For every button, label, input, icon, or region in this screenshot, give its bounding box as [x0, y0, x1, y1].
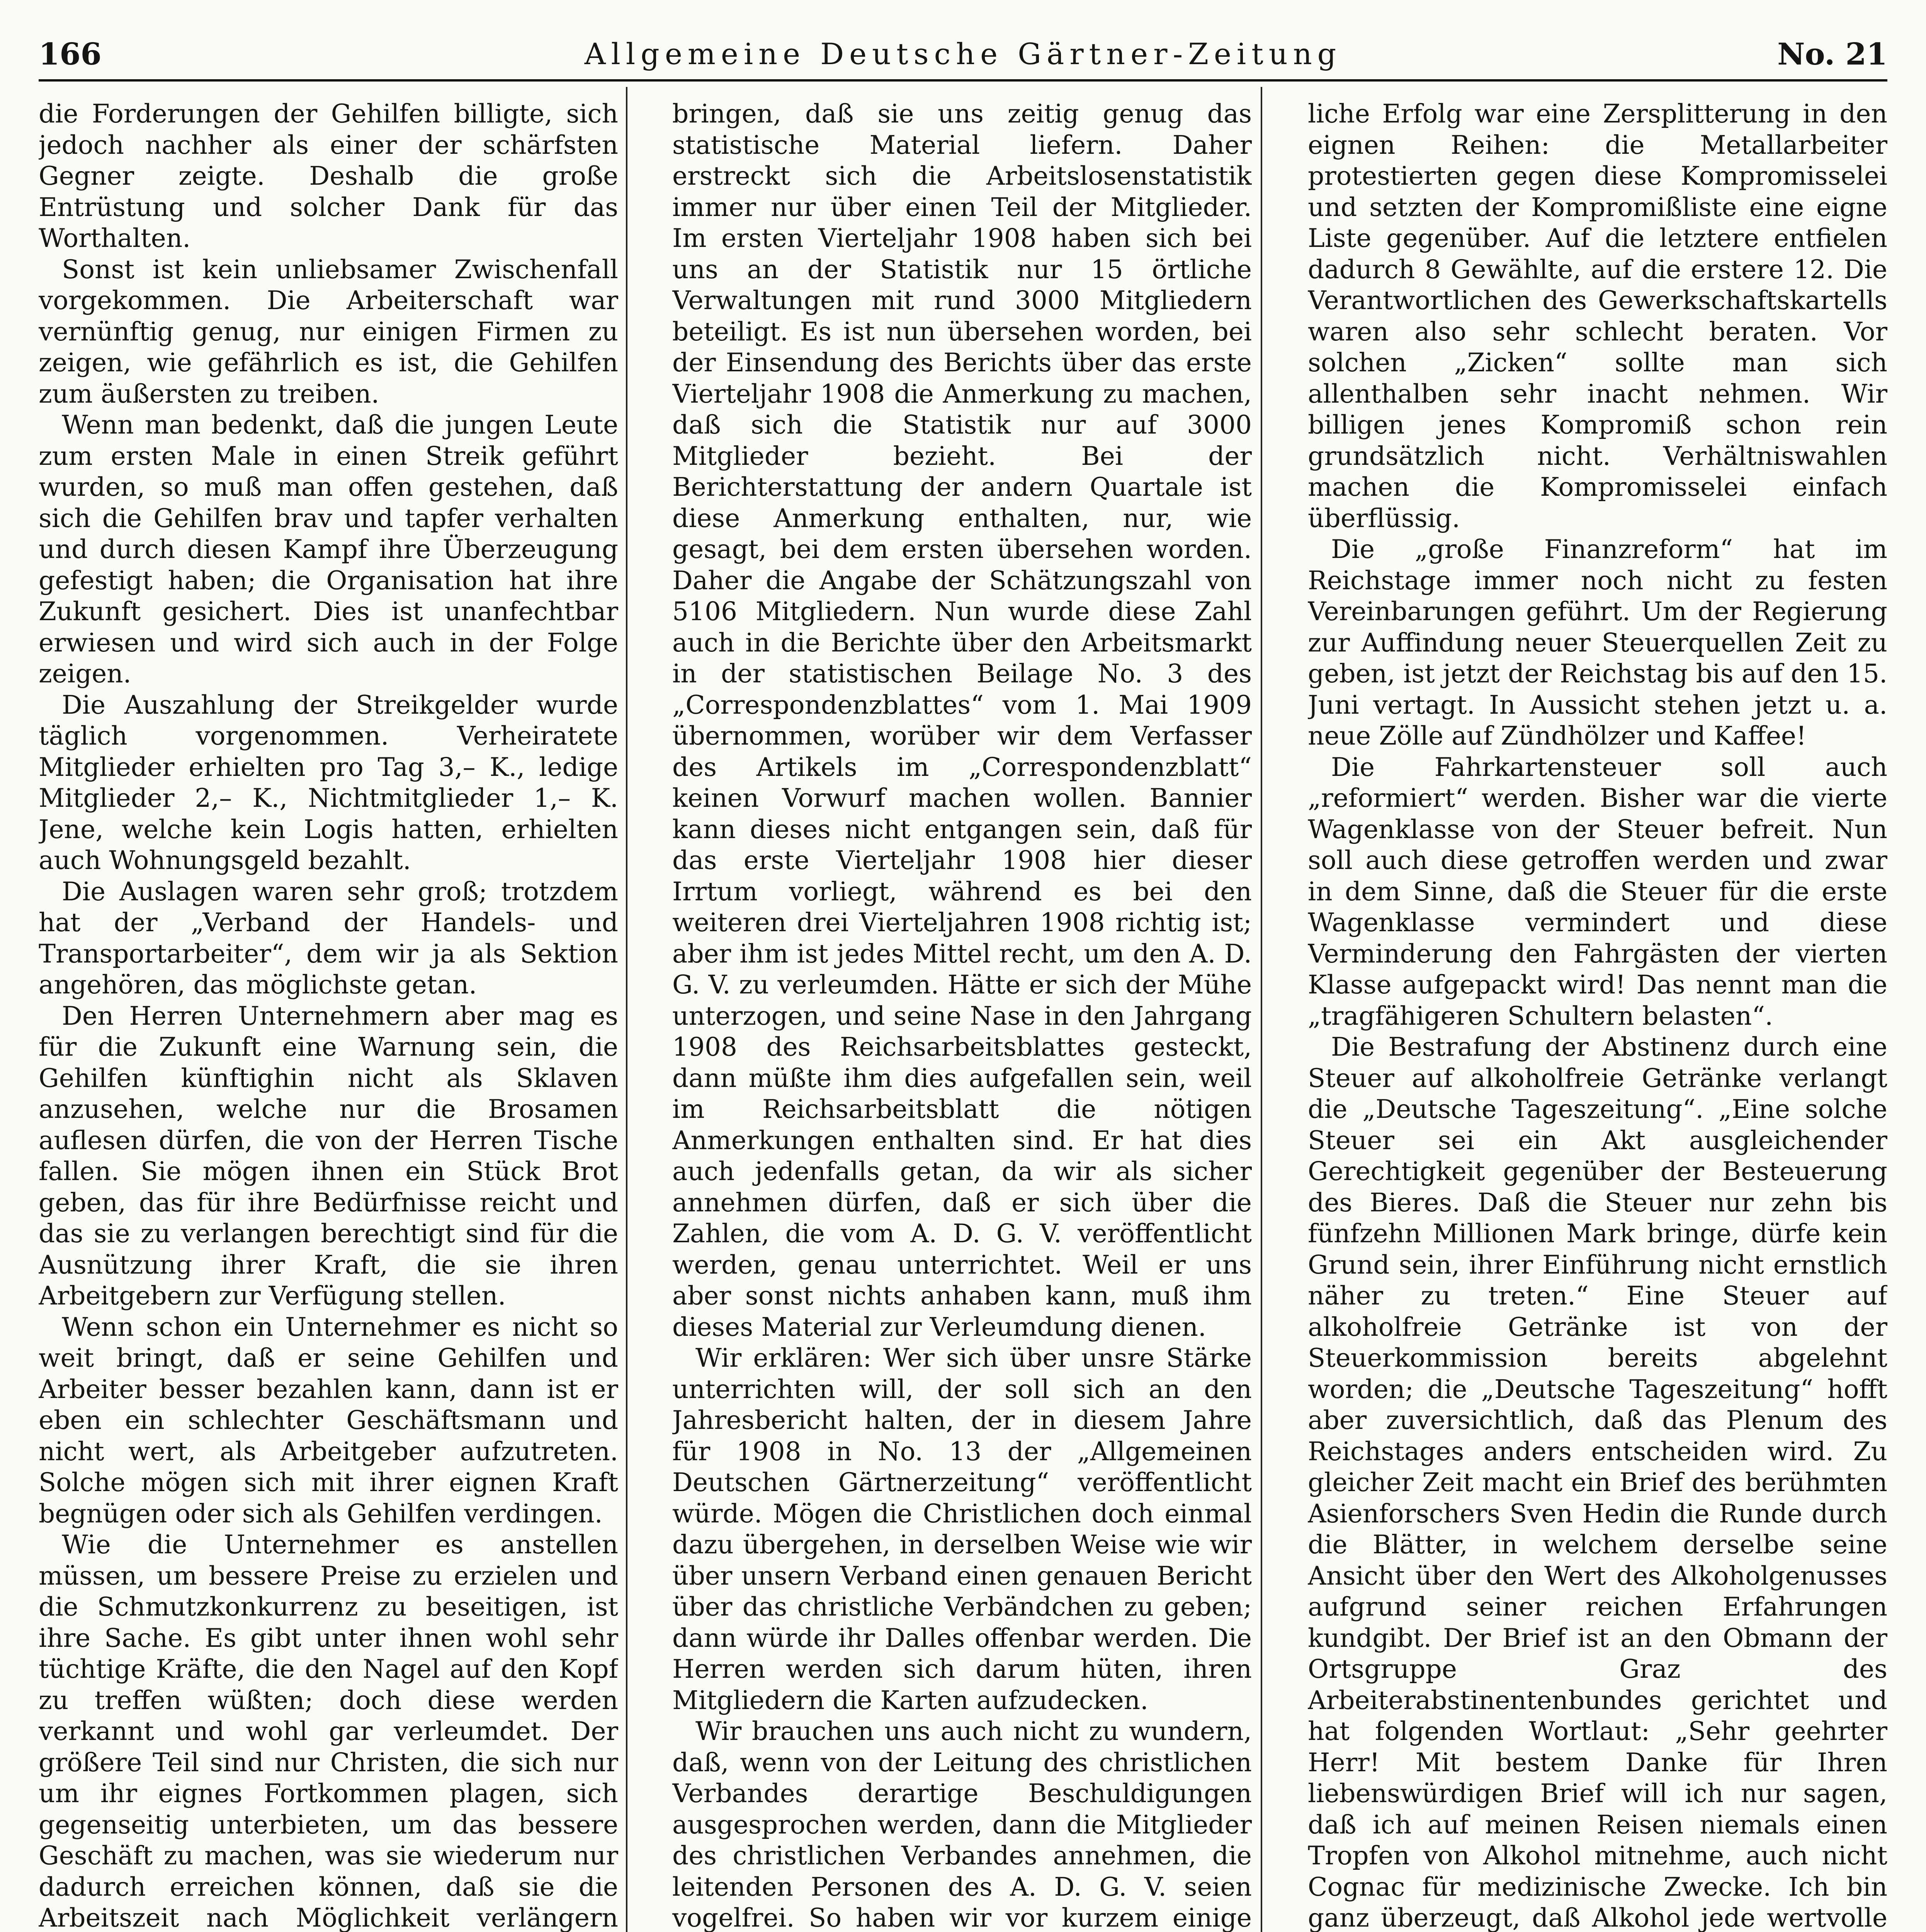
paragraph: Wenn man bedenkt, daß die jungen Leute zum ersten Male in einen Streik geführt wurden, so muß man offen gestehen, daß sich die Gehilfen brav und tapfer verhalten und durch diesen Kampf ihre Überzeugung gefestigt haben; die Organisation hat ihre Zukunft gesichert. Dies ist unanfechtbar erwiesen und wird sich auch in der Folge zeigen. [39, 410, 618, 689]
paragraph: Den Herren Unternehmern aber mag es für die Zukunft eine Warnung sein, die Gehilfen künftighin nicht als Sklaven anzusehen, welche nur die Brosamen auflesen dürfen, die von der Herren Tische fallen. Sie mögen ihnen ein Stück Brot geben, das für ihre Bedürfnisse reicht und das sie zu verlangen berechtigt sind für die Ausnützung ihrer Kraft, die sie ihren Arbeitgebern zur Verfügung stellen. [39, 1001, 618, 1311]
issue-number: No. 21 [1777, 37, 1887, 72]
column-3 [1308, 99, 1887, 1932]
paragraph: Wie die Unternehmer es anstellen müssen, um bessere Preise zu erzielen und die Schmutzkonkurrenz zu beseitigen, ist ihre Sache. Es gibt unter ihnen wohl sehr tüchtige Kräfte, die den Nagel auf den Kopf zu treffen wüßten; doch diese werden verkannt und wohl gar verleumdet. Der größere Teil sind nur Christen, die sich nur um ihr eignes Fortkommen plagen, sich gegenseitig unterbieten, um das bessere Geschäft zu machen, was sie wiederum nur dadurch erreichen können, daß sie die Arbeitszeit nach Möglichkeit verlängern [39, 1530, 618, 1932]
paragraph: Wir erklären: Wer sich über unsre Stärke unterrichten will, der soll sich an den Jahresbericht halten, der in diesem Jahre für 1908 in No. 13 der „Allgemeinen Deutschen Gärtnerzeitung“ veröffentlicht würde. Mögen die Christlichen doch einmal dazu übergehen, in derselben Weise wie wir über unsern Verband einen genauen Bericht über das christliche Verbändchen zu geben; dann würde ihr Dalles offenbar werden. Die Herren werden sich darum hüten, ihren Mitgliedern die Karten aufzudecken. [672, 1343, 1252, 1715]
paragraph: Sonst ist kein unliebsamer Zwischenfall vorgekommen. Die Arbeiterschaft war vernünftig genug, nur einigen Firmen zu zeigen, wie gefährlich es ist, die Gehilfen zum äußersten zu treiben. [39, 254, 618, 409]
paragraph: Die Bestrafung der Abstinenz durch eine Steuer auf alkoholfreie Getränke verlangt die „Deutsche Tageszeitung“. „Eine solche Steuer sei ein Akt ausgleichender Gerechtigkeit gegenüber der Besteuerung des Bieres. Daß die Steuer nur zehn bis fünfzehn Millionen Mark bringe, dürfe kein Grund sein, ihrer Einführung nicht ernstlich näher zu treten.“ Eine Steuer auf alkoholfreie Getränke ist von der Steuerkommission bereits abgelehnt worden; die „Deutsche Tageszeitung“ hofft aber zuversichtlich, daß das Plenum des Reichstages anders entscheiden wird. Zu gleicher Zeit macht ein Brief des berühmten Asienforschers Sven Hedin die Runde durch die Blätter, in welchem derselbe seine Ansicht über den Wert des Alkoholgenusses aufgrund seiner reichen Erfahrungen kundgibt. Der Brief ist an den Obmann der Ortsgruppe Graz des Arbeiterabstinentenbundes gerichtet und hat folgenden Wortlaut: „Sehr geehrter Herr! Mit bestem Danke für Ihren liebenswürdigen Brief will ich nur sagen, daß ich auf meinen Reisen niemals einen Tropfen von Alkohol mitnehme, auch nicht Cognac für medizinische Zwecke. Ich bin ganz überzeugt, daß Alkohol jede wertvolle [1308, 1032, 1887, 1932]
paragraph: Wenn schon ein Unternehmer es nicht so weit bringt, daß er seine Gehilfen und Arbeiter besser bezahlen kann, dann ist er eben ein schlechter Geschäftsmann und nicht wert, als Arbeitgeber aufzutreten. Solche mögen sich mit ihrer eignen Kraft begnügen oder sich als Gehilfen verdingen. [39, 1312, 618, 1529]
header-rule [39, 79, 1887, 82]
paragraph: liche Erfolg war eine Zersplitterung in den eignen Reihen: die Metallarbeiter protestierten gegen diese Kompromisselei und setzten der Kompromißliste eine eigne Liste gegenüber. Auf die letztere entfielen dadurch 8 Gewählte, auf die erstere 12. Die Verantwortlichen des Gewerkschaftskartells waren also sehr schlecht beraten. Vor solchen „Zicken“ sollte man sich allenthalben sehr inacht nehmen. Wir billigen jenes Kompromiß schon rein grundsätzlich nicht. Verhältniswahlen machen die Kompromisselei einfach überflüssig. [1308, 99, 1887, 533]
column-2 [672, 99, 1252, 1932]
column-divider [626, 87, 627, 1932]
paragraph: Die Fahrkartensteuer soll auch „reformiert“ werden. Bisher war die vierte Wagenklasse von der Steuer befreit. Nun soll auch diese getroffen werden und zwar in dem Sinne, daß die Steuer für die erste Wagenklasse vermindert und diese Verminderung den Fahrgästen der vierten Klasse aufgepackt wird! Das nennt man die „tragfähigeren Schultern belasten“. [1308, 752, 1887, 1031]
paragraph: die Forderungen der Gehilfen billigte, sich jedoch nachher als einer der schärfsten Gegner zeigte. Deshalb die große Entrüstung und solcher Dank für das Worthalten. [39, 99, 618, 253]
page-number: 166 [39, 37, 102, 72]
newspaper-title: Allgemeine Deutsche Gärtner-Zeitung [584, 37, 1342, 71]
paragraph: Die Auszahlung der Streikgelder wurde täglich vorgenommen. Verheiratete Mitglieder erhielten pro Tag 3,– K., ledige Mitglieder 2,– K., Nichtmitglieder 1,– K. Jene, welche kein Logis hatten, erhielten auch Wohnungsgeld bezahlt. [39, 690, 618, 875]
column-1 [39, 99, 618, 1932]
column-divider [1261, 87, 1262, 1932]
paragraph: bringen, daß sie uns zeitig genug das statistische Material liefern. Daher erstreckt sich die Arbeitslosenstatistik immer nur über einen Teil der Mitglieder. Im ersten Vierteljahr 1908 haben sich bei uns an der Statistik nur 15 örtliche Verwaltungen mit rund 3000 Mitgliedern beteiligt. Es ist nun übersehen worden, bei der Einsendung des Berichts über das erste Vierteljahr 1908 die Anmerkung zu machen, daß sich die Statistik nur auf 3000 Mitglieder bezieht. Bei der Berichterstattung der andern Quartale ist diese Anmerkung enthalten, nur, wie gesagt, bei dem ersten übersehen worden. Daher die Angabe der Schätzungszahl von 5106 Mitgliedern. Nun wurde diese Zahl auch in die Berichte über den Arbeitsmarkt in der statistischen Beilage No. 3 des „Correspondenzblattes“ vom 1. Mai 1909 übernommen, worüber wir dem Verfasser des Artikels im „Correspondenzblatt“ keinen Vorwurf machen wollen. Bannier kann dieses nicht entgangen sein, daß für das erste Vierteljahr 1908 hier dieser Irrtum vorliegt, während es bei den weiteren drei Vierteljahren 1908 richtig ist; aber ihm ist jedes Mittel recht, um den A. D. G. V. zu verleumden. Hätte er sich der Mühe unterzogen, und seine Nase in den Jahrgang 1908 des Reichsarbeitsblattes gesteckt, dann müßte ihm dies aufgefallen sein, weil im Reichsarbeitsblatt die nötigen Anmerkungen enthalten sind. Er hat dies auch jedenfalls getan, da wir als sicher annehmen dürfen, daß er sich über die Zahlen, die vom A. D. G. V. veröffentlicht werden, genau unterrichtet. Weil er uns aber sonst nichts anhaben kann, muß ihm dieses Material zur Verleumdung dienen. [672, 99, 1252, 1342]
page-header [39, 33, 1887, 79]
paragraph: Die Auslagen waren sehr groß; trotzdem hat der „Verband der Handels- und Transportarbeiter“, dem wir ja als Sektion angehören, das möglichste getan. [39, 876, 618, 1000]
paragraph: Die „große Finanzreform“ hat im Reichstage immer noch nicht zu festen Vereinbarungen geführt. Um der Regierung zur Auffindung neuer Steuerquellen Zeit zu geben, ist jetzt der Reichstag bis auf den 15. Juni vertagt. In Aussicht stehen jetzt u. a. neue Zölle auf Zündhölzer und Kaffee! [1308, 534, 1887, 751]
paragraph: Wir brauchen uns auch nicht zu wundern, daß, wenn von der Leitung des christlichen Verbandes derartige Beschuldigungen ausgesprochen werden, dann die Mitglieder des christlichen Verbandes annehmen, die leitenden Personen des A. D. G. V. seien vogelfrei. So haben wir vor kurzem einige [672, 1716, 1252, 1932]
